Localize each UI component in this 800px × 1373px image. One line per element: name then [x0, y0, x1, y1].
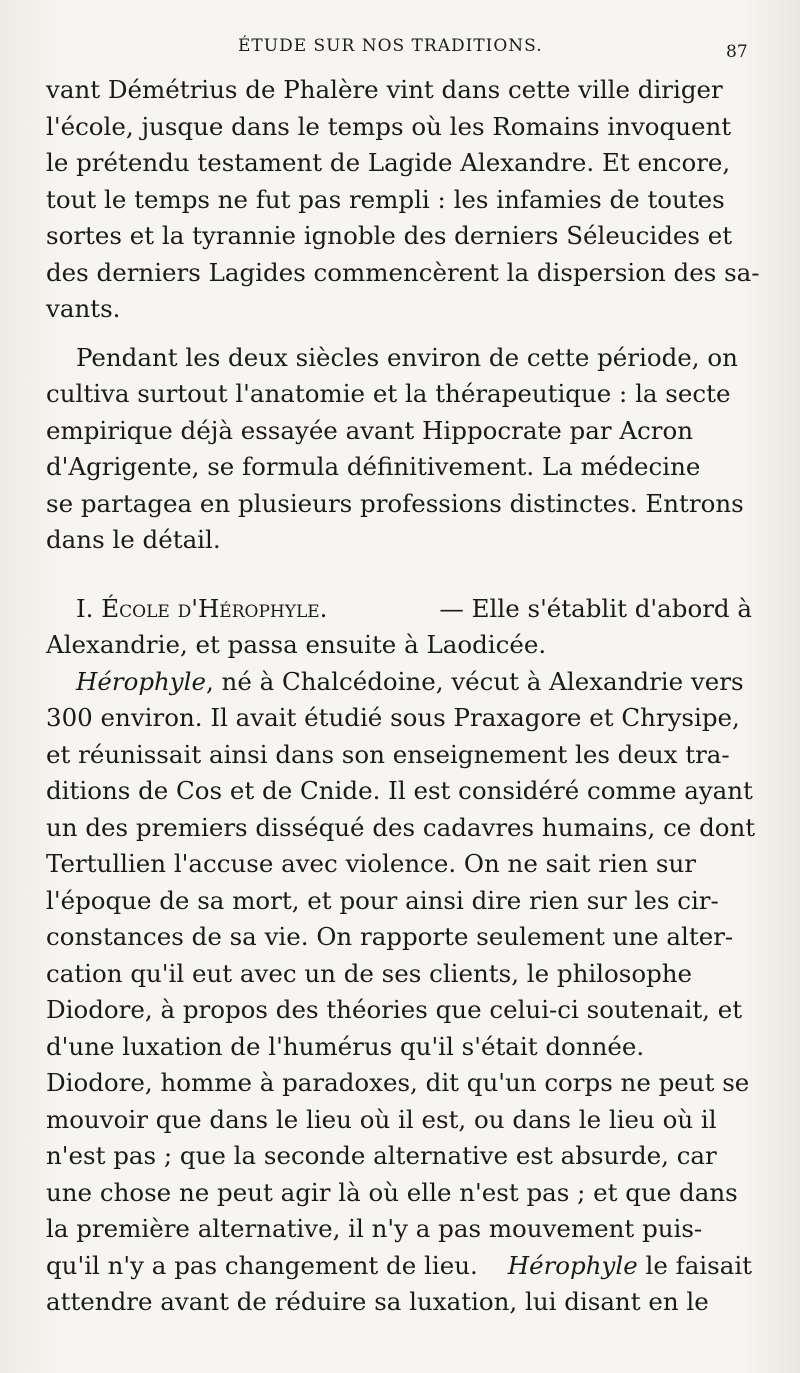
text-line: 300 environ. Il avait étudié sous Praxagore et Chrysipe, [46, 703, 740, 732]
text-line: des derniers Lagides commencèrent la dispersion des sa- [46, 257, 760, 287]
section-heading-line: I. École d'Hérophyle. — Elle s'établit d'abord à [76, 593, 752, 623]
text-line: n'est pas ; que la seconde alternative est absurde, car [46, 1141, 717, 1170]
text-line: se partagea en plusieurs professions distinctes. Entrons [46, 488, 744, 518]
section-number: I. [76, 593, 94, 623]
paragraph-3 [46, 664, 756, 1321]
running-head: ÉTUDE SUR NOS TRADITIONS. [238, 36, 543, 56]
text-line: Diodore, à propos des théories que celui-ci soutenait, et [46, 995, 743, 1024]
text-line: Tertullien l'accuse avec violence. On ne sait rien sur [46, 849, 696, 878]
text-line: l'époque de sa mort, et pour ainsi dire rien sur les cir- [46, 885, 719, 915]
paragraph-2 [46, 340, 752, 559]
text-line: et réunissait ainsi dans son enseignement les deux tra- [46, 739, 730, 769]
text-line: sortes et la tyrannie ignoble des derniers Séleucides et [46, 221, 733, 250]
text-line: vants. [46, 294, 121, 323]
text-line: la première alternative, il n'y a pas mouvement puis- [46, 1214, 703, 1243]
text-line: mouvoir que dans le lieu où il est, ou dans le lieu où il [46, 1104, 717, 1134]
text-line: d'Agrigente, se formula définitivement. La médecine [46, 452, 701, 481]
text-line: Pendant les deux siècles environ de cette période, on [76, 342, 738, 372]
text-line: constances de sa vie. On rapporte seulement une alter- [46, 922, 734, 951]
section-heading [46, 591, 752, 664]
person-name-italic: Hérophyle [76, 666, 206, 696]
section-title: École d'Hérophyle. [101, 593, 328, 623]
text-line: Alexandrie, et passa ensuite à Laodicée. [46, 630, 547, 659]
text-line: qu'il n'y a pas changement de lieu. Hérophyle le faisait [46, 1250, 752, 1280]
text-line: d'une luxation de l'humérus qu'il s'était donnée. [46, 1031, 645, 1061]
text-line: tout le temps ne fut pas rempli : les infamies de toutes [46, 184, 725, 214]
text-line: empirique déjà essayée avant Hippocrate par Acron [46, 415, 694, 445]
text-line: ditions de Cos et de Cnide. Il est considéré comme ayant [46, 776, 753, 805]
text-line: un des premiers disséqué des cadavres humains, ce dont [46, 812, 756, 842]
text-line: attendre avant de réduire sa luxation, lui disant en le [46, 1287, 709, 1316]
text-line: vant Démétrius de Phalère vint dans cette ville diriger [46, 75, 723, 104]
body-text [46, 72, 760, 1321]
text-line: Hérophyle, né à Chalcédoine, vécut à Alexandrie vers [76, 666, 744, 696]
paragraph-1 [46, 72, 760, 328]
text-line: cultiva surtout l'anatomie et la thérapeutique : la secte [46, 379, 731, 408]
text-line: l'école, jusque dans le temps où les Romains invoquent [46, 111, 732, 141]
text-line: une chose ne peut agir là où elle n'est pas ; et que dans [46, 1177, 738, 1207]
text-line: Diodore, homme à paradoxes, dit qu'un corps ne peut se [46, 1068, 750, 1097]
page-number: 87 [726, 42, 748, 62]
person-name-italic: Hérophyle [507, 1250, 638, 1280]
text-line: le prétendu testament de Lagide Alexandre. Et encore, [46, 148, 731, 177]
text-line: cation qu'il eut avec un de ses clients, le philosophe [46, 958, 693, 988]
text-line: dans le détail. [46, 525, 221, 554]
